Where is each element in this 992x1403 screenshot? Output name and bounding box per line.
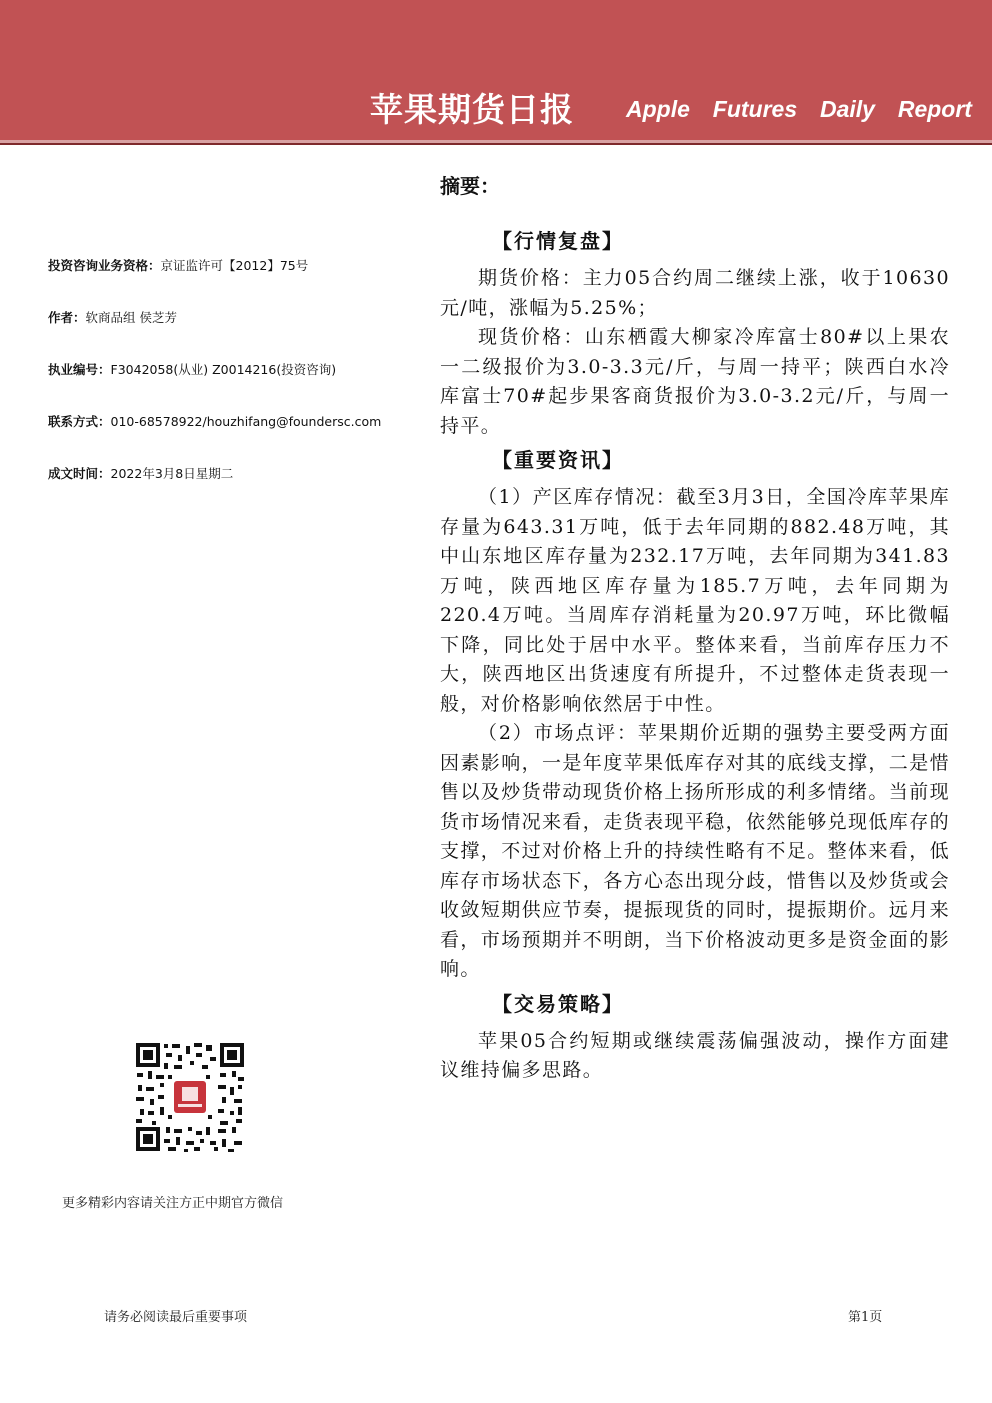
info-license-number: [48, 360, 418, 412]
report-body: [440, 166, 950, 1086]
paragraph: 现货价格：山东栖霞大柳家冷库富士80#以上果农一二级报价为3.0-3.3元/斤，与周一持平；陕西白水冷库富士70#起步果客商货报价为3.0-3.2元/斤，与周一持平。: [440, 326, 950, 437]
info-label: 作者：: [48, 310, 86, 325]
section-heading-market-review: 【行情复盘】: [492, 229, 624, 253]
title-en-word: Futures: [712, 96, 798, 122]
qr-code-icon: [134, 1041, 246, 1153]
info-author: [48, 308, 418, 360]
paragraph: 期货价格：主力05合约周二继续上涨，收于10630元/吨，涨幅为5.25%；: [440, 267, 950, 319]
paragraph: （1）产区库存情况：截至3月3日，全国冷库苹果库存量为643.31万吨，低于去年同期的882.48万吨，其中山东地区库存量为232.17万吨，去年同期为341.83万吨，陕西地区库存量为185.7万吨，去年同期为220.4万吨。当周库存消耗量为20.97万吨，环比微幅下降，同比处于居中水平。整体来看，当前库存压力不大，陕西地区出货速度有所提升，不过整体走货表现一般，对价格影响依然居于中性。: [440, 486, 950, 715]
report-title-en: [626, 96, 972, 123]
report-title-cn: 苹果期货日报: [370, 90, 574, 129]
qr-caption: 更多精彩内容请关注方正中期官方微信: [62, 1196, 284, 1211]
info-label: 成文时间：: [48, 466, 111, 481]
page-number: 第1页: [848, 1310, 883, 1325]
title-en-word: Report: [897, 96, 972, 122]
header-banner: [0, 0, 992, 140]
author-info: [48, 256, 418, 516]
section-heading-trading-strategy: 【交易策略】: [492, 991, 624, 1016]
info-value: 2022年3月8日星期二: [110, 466, 234, 481]
title-en-word: Daily: [819, 96, 875, 122]
info-contact: [48, 412, 418, 464]
banner-divider-dark: [0, 143, 992, 145]
info-value: 京证监许可【2012】75号: [160, 258, 309, 273]
footer-notice: 请务必阅读最后重要事项: [104, 1310, 248, 1325]
section-heading-key-news: 【重要资讯】: [492, 448, 624, 472]
info-qualification: [48, 256, 418, 308]
paragraph: 苹果05合约短期或继续震荡偏强波动，操作方面建议维持偏多思路。: [440, 1029, 950, 1081]
info-value: 软商品组 侯芝芳: [85, 310, 177, 325]
info-label: 联系方式：: [48, 414, 111, 429]
info-value: F3042058(从业) Z0014216(投资咨询): [110, 362, 337, 377]
summary-label: 摘要：: [440, 174, 500, 198]
info-date: [48, 464, 418, 516]
info-value: 010-68578922/houzhifang@foundersc.com: [110, 414, 382, 429]
info-label: 投资咨询业务资格：: [48, 258, 161, 273]
paragraph: （2）市场点评：苹果期价近期的强势主要受两方面因素影响，一是年度苹果低库存对其的底线支撑，二是惜售以及炒货带动现货价格上扬所形成的利多情绪。当前现货市场情况来看，走货表现平稳，依然能够兑现低库存的支撑，不过对价格上升的持续性略有不足。整体来看，低库存市场状态下，各方心态出现分歧，惜售以及炒货或会收敛短期供应节奏，提振现货的同时，提振期价。远月来看，市场预期并不明朗，当下价格波动更多是资金面的影响。: [440, 722, 951, 980]
title-en-word: Apple: [626, 96, 690, 122]
info-label: 执业编号：: [48, 362, 111, 377]
